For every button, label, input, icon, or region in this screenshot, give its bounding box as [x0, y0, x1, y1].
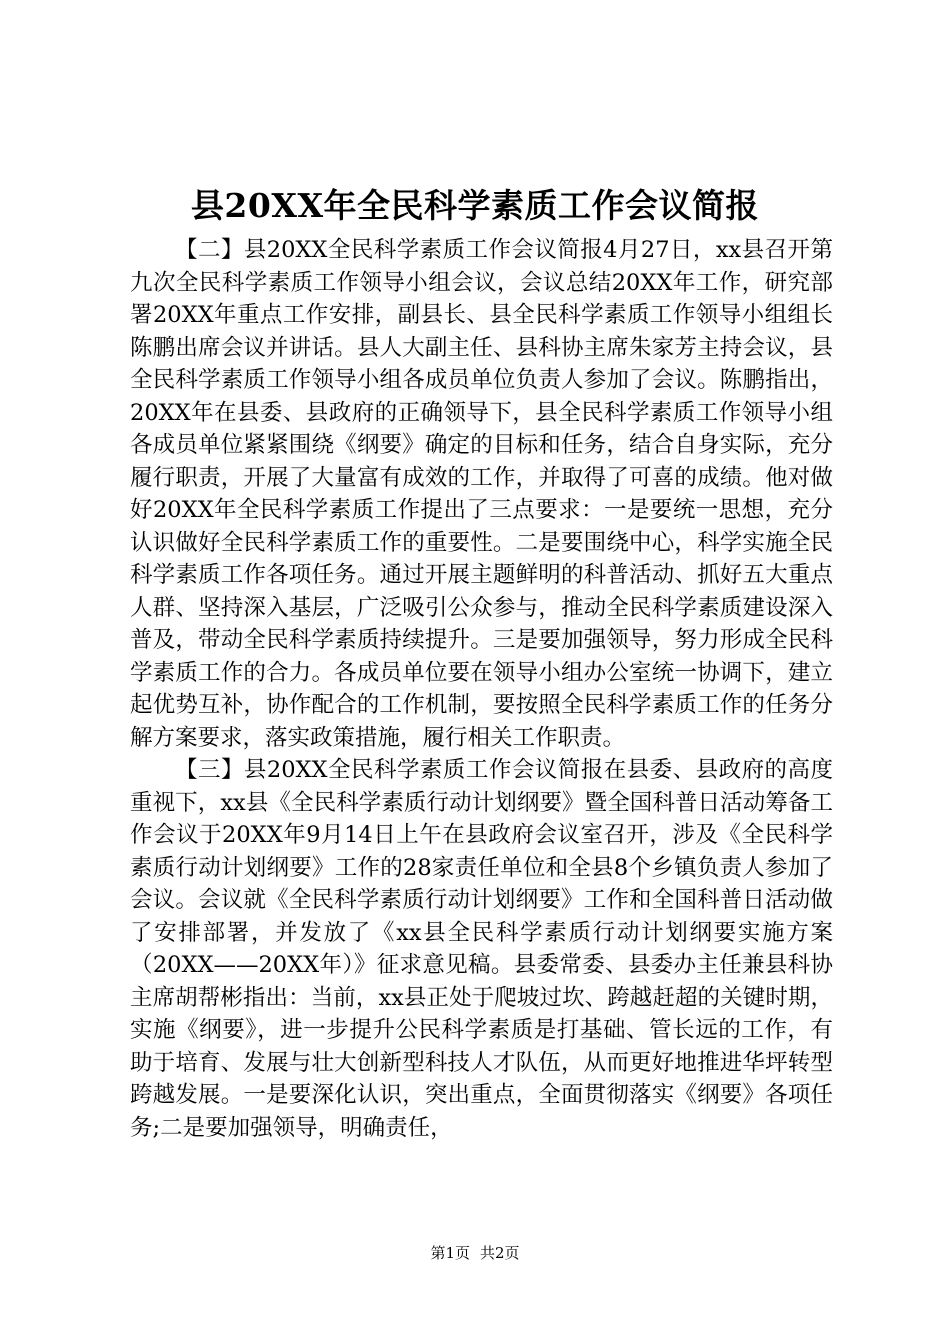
page-total: 共2页	[480, 1244, 520, 1262]
document-body	[130, 234, 833, 1144]
paragraph-3: 【三】县20XX全民科学素质工作会议简报在县委、县政府的高度重视下，xx县《全民科学素质行动计划纲要》暨全国科普日活动筹备工作会议于20XX年9月14日上午在县政府会议室召开，涉及《全民科学素质行动计划纲要》工作的28家责任单位和全县8个乡镇负责人参加了会议。会议就《全民科学素质行动计划纲要》工作和全国科普日活动做了安排部署，并发放了《xx县全民科学素质行动计划纲要实施方案（20XX——20XX年）》征求意见稿。县委常委、县委办主任兼县科协主席胡帮彬指出：当前，xx县正处于爬坡过坎、跨越赶超的关键时期，实施《纲要》，进一步提升公民科学素质是打基础、管长远的工作，有助于培育、发展与壮大创新型科技人才队伍，从而更好地推进华坪转型跨越发展。一是要深化认识，突出重点，全面贯彻落实《纲要》各项任务;二是要加强领导，明确责任，	[130, 757, 833, 1141]
page-footer	[0, 1243, 950, 1263]
page-number: 第1页	[430, 1244, 470, 1262]
paragraph-2: 【二】县20XX全民科学素质工作会议简报4月27日，xx县召开第九次全民科学素质工作领导小组会议，会议总结20XX年工作，研究部署20XX年重点工作安排，副县长、县全民科学素质工作领导小组组长陈鹏出席会议并讲话。县人大副主任、县科协主席朱家芳主持会议，县全民科学素质工作领导小组各成员单位负责人参加了会议。陈鹏指出，20XX年在县委、县政府的正确领导下，县全民科学素质工作领导小组各成员单位紧紧围绕《纲要》确定的目标和任务，结合自身实际，充分履行职责，开展了大量富有成效的工作，并取得了可喜的成绩。他对做好20XX年全民科学素质工作提出了三点要求：一是要统一思想，充分认识做好全民科学素质工作的重要性。二是要围绕中心，科学实施全民科学素质工作各项任务。通过开展主题鲜明的科普活动、抓好五大重点人群、坚持深入基层，广泛吸引公众参与，推动全民科学素质建设深入普及，带动全民科学素质持续提升。三是要加强领导，努力形成全民科学素质工作的合力。各成员单位要在领导小组办公室统一协调下，建立起优势互补，协作配合的工作机制，要按照全民科学素质工作的任务分解方案要求，落实政策措施，履行相关工作职责。	[130, 237, 833, 751]
document-title: 县20XX年全民科学素质工作会议简报	[190, 186, 760, 225]
